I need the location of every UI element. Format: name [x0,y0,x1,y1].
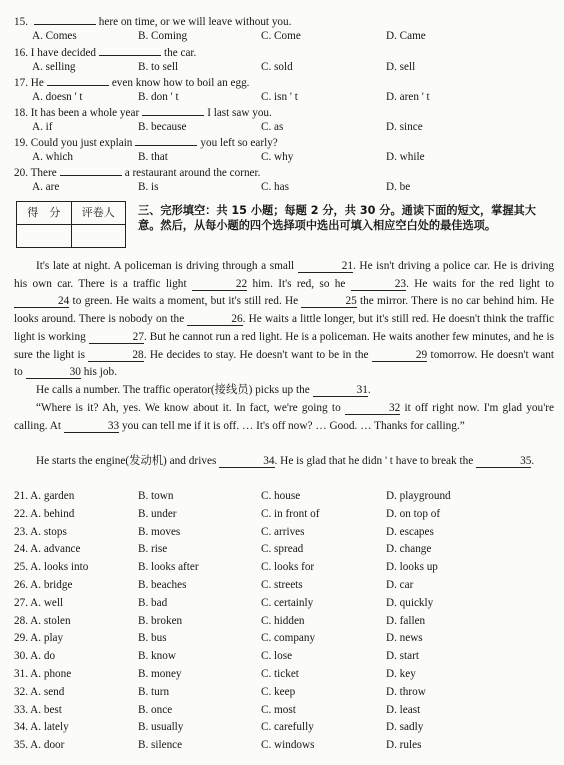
option-text: D. least [386,703,421,716]
cloze-blank-number: 28 [132,348,144,361]
option [14,631,63,645]
option-text: A. phone [30,668,72,680]
option-text: B. broken [138,614,183,627]
option [261,631,315,645]
cloze-blank [26,366,81,379]
option [386,596,433,610]
option [261,738,314,752]
option [138,578,186,592]
option-text: B. know [138,650,176,663]
cloze-option-row [14,720,554,736]
option-text: D. on top of [386,507,441,520]
option: A. Comes [32,30,77,42]
option-number: 35. [14,739,31,752]
option [386,667,416,681]
cloze-option-row [14,703,554,719]
option-text: B. looks after [138,561,199,574]
option: A. which [32,151,74,163]
cloze-blank-number: 33 [107,419,120,432]
option [14,542,81,556]
question-stem [14,14,554,29]
option [386,525,434,539]
cloze-option-row [14,667,554,683]
option-text: C. streets [261,579,303,591]
question-stem [14,165,554,180]
option [386,507,440,521]
option-text: C. most [261,703,296,716]
option [14,560,88,574]
question-after: here on time, or we will leave without you. [98,16,292,28]
cloze-blank-number: 34 [263,455,275,467]
score-label: 得 分 [17,202,72,225]
question-before: He [30,77,44,89]
option-text: B. rise [138,543,168,556]
option-number: 32. [14,685,31,698]
option-text: A. bridge [30,579,73,591]
option [138,507,177,521]
option-text: D. car [386,579,414,591]
cloze-blank-number: 23 [394,277,407,290]
option: B. is [138,181,159,193]
option: A. if [32,121,53,133]
option-text: C. keep [261,685,296,698]
passage-paragraph-3 [14,400,554,435]
cloze-blank [301,295,356,308]
option-text: B. beaches [138,579,187,591]
option-number: 30. [14,650,31,663]
option [261,596,313,610]
passage-text: . He decides to stay. He doesn't want to be in the [143,348,372,361]
option [386,703,420,717]
option-text: C. carefully [261,721,314,734]
option: C. isn ' t [261,91,298,103]
option-number: 27. [14,596,31,609]
option [14,525,67,539]
option-text: A. play [30,632,64,645]
score-box [16,201,126,248]
cloze-option-row [14,649,554,665]
question-number: 17. [14,77,31,89]
option: D. sell [386,61,416,73]
passage-text: . He waits a little longer, but it's still red. He doesn't think the traffic light is working [14,313,554,343]
passage-text: . But he cannot run a red light. He is a policeman. He waits another few minutes, and he is sure the light is [14,330,554,361]
question-before: It has been a whole year [30,107,140,119]
option [261,525,305,539]
cloze-blank [372,349,427,362]
option: C. why [261,151,294,163]
option-text: D. playground [386,490,451,502]
passage-text: . He isn't driving a police car. He is driving his own car. There is a traffic light [14,260,555,290]
passage-text: He calls a number. The traffic operator(接线员) picks up the [36,384,313,396]
cloze-blank-number: 35 [520,455,532,467]
question-number: 19. [14,137,31,149]
option [138,685,169,699]
option-number: 28. [14,614,31,627]
option-text: A. advance [30,543,81,556]
question-text [14,14,291,29]
cloze-blank [219,455,274,468]
passage-paragraph-2 [14,382,554,400]
option-text: C. ticket [261,668,299,680]
passage-paragraph-4 [14,453,554,471]
question-text [14,45,196,60]
option-text: B. bus [138,632,167,645]
cloze-blank-number: 24 [58,295,70,308]
option-text: D. fallen [386,614,426,627]
option [386,614,425,628]
passage-text: him. It's red, so he [247,277,351,290]
question-before: Could you just explain [30,137,133,149]
cloze-option-row [14,578,554,594]
cloze-blank [192,278,247,291]
option [261,507,319,521]
cloze-blank [476,455,531,468]
option: A. selling [32,61,76,73]
passage-text: He starts the engine(发动机) and drives [36,455,220,467]
option-text: A. send [30,685,65,698]
question-after: the car. [164,47,197,59]
cloze-blank [14,295,69,308]
option [138,667,182,681]
option [14,507,74,521]
option-text: B. once [138,703,173,716]
option-text: B. silence [138,739,183,752]
passage-text: to green. He waits a moment, but it's still red. He [69,295,302,308]
cloze-option-row [14,542,554,558]
question-number: 20. [14,167,31,179]
option-number: 31. [14,668,31,680]
cloze-blank [88,349,143,362]
option-text: D. quickly [386,596,434,609]
option: D. since [386,121,423,133]
question-after: even know how to boil an egg. [111,77,250,89]
option [138,596,167,610]
option-text: D. rules [386,739,422,752]
option [261,649,292,663]
cloze-blank-number: 22 [235,277,248,290]
option-text: A. behind [30,507,75,520]
question-stem [14,45,554,60]
passage-text: it off right now. I'm glad you're calling. At [14,402,555,432]
cloze-blank-number: 30 [69,366,81,379]
option-text: C. hidden [261,614,305,627]
option-text: B. under [138,507,177,520]
score-cell [17,225,72,248]
option: D. while [386,151,425,163]
option [386,720,423,734]
cloze-option-row [14,596,554,612]
option-text: D. escapes [386,525,434,538]
cloze-blank-number: 31 [356,384,368,396]
option: C. Come [261,30,301,42]
option [261,685,295,699]
question-text [14,75,249,90]
option [386,738,421,752]
option-text: A. best [30,703,62,716]
option-text: B. bad [138,596,168,609]
cloze-blank [187,313,242,326]
question-text [14,105,272,120]
option: A. are [32,181,60,193]
option-text: C. windows [261,739,315,752]
options-row [14,180,554,195]
option [14,649,55,663]
question-number: 16. [14,47,31,59]
grader-cell [71,225,126,248]
cloze-blank [89,331,144,344]
answer-blank [135,135,197,146]
option [261,542,303,556]
answer-blank [142,105,204,116]
option-text: C. in front of [261,507,320,520]
option-text: A. garden [30,490,75,502]
section-header: 三、完形填空：共 15 小题；每题 2 分，共 30 分。通读下面的短文，掌握其大意。然后，从每小题的四个选择项中选出可填入相应空白处的最佳选项。 [138,204,536,232]
option-text: A. lately [30,721,69,734]
passage-text: . He waits for the red light to [406,277,554,290]
option-text: A. do [30,650,56,663]
option [138,738,182,752]
option-number: 24. [14,543,31,556]
option [14,667,71,681]
passage-text: you can tell me if it is off. … It's off now? … Good. … Thanks for calling.” [119,419,465,432]
option: D. aren ' t [386,91,430,103]
passage-text: the mirror. There is no car behind him. He looks around. There is nobody on the [14,295,554,326]
cloze-option-row [14,614,554,630]
option [138,703,172,717]
passage-text: . He is glad that he didn ' t have to break the [274,455,477,467]
option: B. that [138,151,168,163]
passage-text: “Where is it? Ah, yes. We know about it. In fact, we're going to [36,402,345,414]
option-text: C. company [261,632,316,645]
option: B. Coming [138,30,188,42]
options-row [14,60,554,75]
option [14,614,71,628]
option [14,578,72,592]
cloze-option-row [14,507,554,523]
option-text: D. news [386,632,423,645]
option-number: 34. [14,721,31,734]
answer-blank [34,14,96,25]
cloze-blank-number: 32 [388,402,401,414]
option [386,542,431,556]
option-text: D. change [386,543,432,556]
answer-blank [47,75,109,86]
question-number: 18. [14,107,31,119]
option [386,489,451,503]
option: C. as [261,121,284,133]
option-text: D. key [386,668,416,680]
option [14,596,63,610]
question-before: I have decided [30,47,97,59]
question-stem [14,135,554,150]
option-text: D. looks up [386,561,438,574]
option-text: C. house [261,490,301,502]
cloze-blank-number: 29 [415,348,428,361]
option-text: A. stolen [30,614,71,627]
option: B. don ' t [138,91,179,103]
option [261,720,314,734]
option-text: B. turn [138,685,170,698]
option [14,720,69,734]
passage-text: tomorrow. He doesn't want to [14,348,554,379]
option [261,614,305,628]
cloze-blank-number: 27 [132,330,144,343]
options-row [14,29,554,44]
option [261,489,300,503]
option-number: 22. [14,507,31,520]
option-text: D. start [386,650,419,663]
cloze-option-row [14,631,554,647]
option-number: 21. [14,490,31,502]
passage-text: It's late at night. A policeman is driving through a small [36,260,298,272]
passage-text: . [367,384,371,396]
option-text: B. town [138,490,174,502]
option-number: 23. [14,525,31,538]
option: B. to sell [138,61,179,73]
option: C. has [261,181,289,193]
question-stem [14,75,554,90]
option-number: 25. [14,561,31,574]
passage-paragraph-1 [14,258,554,382]
option [14,489,74,503]
option [138,649,176,663]
cloze-option-row [14,685,554,701]
option-text: B. money [138,668,182,680]
cloze-option-row [14,489,554,505]
question-after: you left so early? [200,137,278,149]
option [386,685,426,699]
question-text [14,165,260,180]
option [386,560,438,574]
passage-text: his job. [80,366,118,379]
question-stem [14,105,554,120]
question-after: I last saw you. [207,107,272,119]
cloze-option-row [14,738,554,754]
cloze-blank-number: 26 [231,313,243,326]
option [138,614,182,628]
option-text: A. well [30,596,64,609]
option [386,649,419,663]
passage-text: . [531,455,535,467]
option-text: C. spread [261,543,304,556]
option [138,542,167,556]
option [14,703,62,717]
cloze-blank [345,402,400,415]
options-row [14,90,554,105]
options-row [14,150,554,165]
cloze-blank-number: 21 [341,260,354,272]
option-text: B. moves [138,525,181,538]
option [261,560,314,574]
option-text: C. lose [261,650,293,663]
cloze-blank [298,260,353,273]
option-text: A. looks into [30,561,89,574]
option [14,685,64,699]
option-text: A. door [30,739,65,752]
option [386,631,423,645]
answer-blank [60,165,122,176]
option-number: 33. [14,703,31,716]
option-text: C. arrives [261,525,305,538]
cloze-option-row [14,525,554,541]
cloze-blank [351,278,406,291]
option-number: 29. [14,632,31,645]
cloze-blank [64,420,119,433]
question-number: 15. [14,16,31,28]
cloze-blank-number: 25 [345,295,357,308]
grader-label: 评卷人 [71,202,126,225]
cloze-blank [313,384,368,397]
option [138,525,180,539]
option: B. because [138,121,187,133]
option-number: 26. [14,579,31,591]
option [138,560,199,574]
option [386,578,413,592]
option-text: C. certainly [261,596,314,609]
question-after: a restaurant around the corner. [124,167,261,179]
option [138,489,173,503]
option: D. Came [386,30,426,42]
answer-blank [99,45,161,56]
option-text: D. sadly [386,721,424,734]
option: C. sold [261,61,293,73]
option [138,631,167,645]
option [14,738,64,752]
option [138,720,183,734]
option [261,578,303,592]
option: A. doesn ' t [32,91,83,103]
option-text: D. throw [386,685,426,698]
option-text: B. usually [138,721,184,734]
options-row [14,120,554,135]
option [261,703,296,717]
question-before: There [30,167,57,179]
option-text: A. stops [30,525,67,538]
question-text [14,135,278,150]
option: D. be [386,181,411,193]
option [261,667,299,681]
option-text: C. looks for [261,561,315,574]
cloze-option-row [14,560,554,576]
